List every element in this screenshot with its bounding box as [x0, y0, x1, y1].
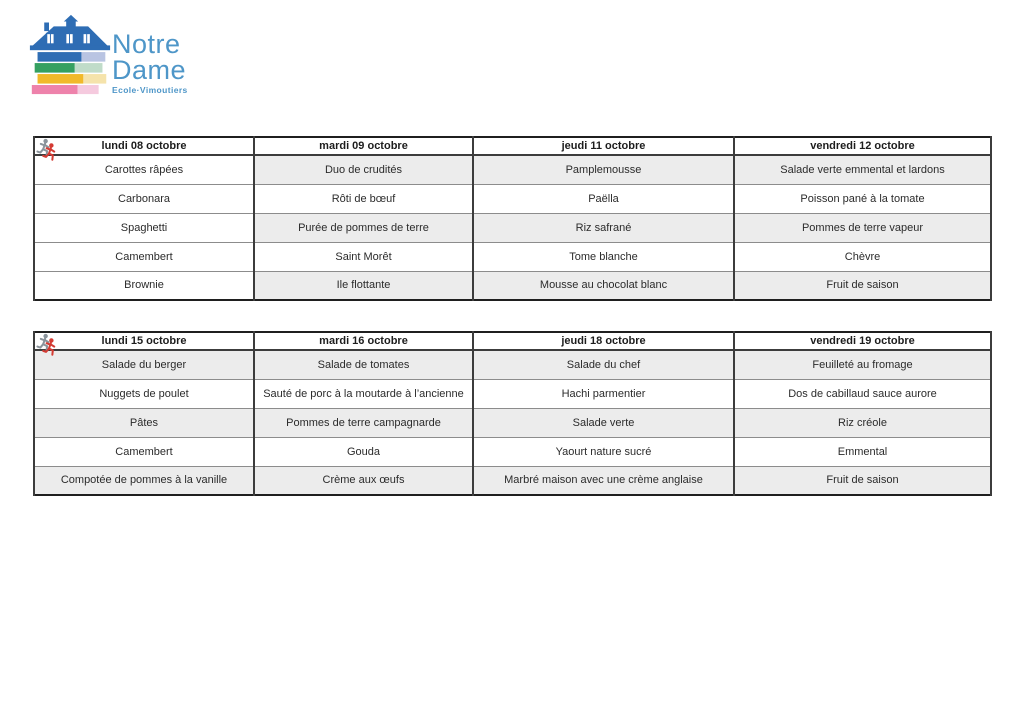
menu-cell: Compotée de pommes à la vanille [34, 466, 254, 495]
menu-cell: Chèvre [734, 242, 991, 271]
menu-cell: Ile flottante [254, 271, 473, 300]
menu-table-week-2 [33, 331, 992, 496]
menu-cell: Gouda [254, 437, 473, 466]
menu-week-2 [33, 331, 990, 496]
menu-cell: Nuggets de poulet [34, 379, 254, 408]
menu-row [34, 213, 991, 242]
logo-subtitle: Ecole·Vimoutiers [112, 85, 188, 95]
menu-cell: Marbré maison avec une crème anglaise [473, 466, 734, 495]
menu-cell: Salade verte [473, 408, 734, 437]
menu-cell: Carottes râpées [34, 155, 254, 184]
menu-cell: Emmental [734, 437, 991, 466]
menu-row [34, 408, 991, 437]
menu-cell: Mousse au chocolat blanc [473, 271, 734, 300]
menu-cell: Carbonara [34, 184, 254, 213]
menu-row [34, 379, 991, 408]
menu-table-week-1 [33, 136, 992, 301]
school-house-icon [28, 13, 112, 95]
menu-cell: Fruit de saison [734, 466, 991, 495]
menu-cell: Feuilleté au fromage [734, 350, 991, 379]
menu-cell: Pâtes [34, 408, 254, 437]
menu-cell: Saint Morêt [254, 242, 473, 271]
menu-cell: Poisson pané à la tomate [734, 184, 991, 213]
day-header: jeudi 11 octobre [473, 137, 734, 155]
runners-icon [36, 138, 61, 170]
menu-row [34, 437, 991, 466]
day-header: vendredi 12 octobre [734, 137, 991, 155]
menu-cell: Salade du chef [473, 350, 734, 379]
menu-cell: Salade du berger [34, 350, 254, 379]
menu-row [34, 184, 991, 213]
day-header: mardi 09 octobre [254, 137, 473, 155]
menu-cell: Spaghetti [34, 213, 254, 242]
menu-cell: Pommes de terre campagnarde [254, 408, 473, 437]
menu-header-row [34, 137, 991, 155]
menu-cell: Paëlla [473, 184, 734, 213]
day-header: mardi 16 octobre [254, 332, 473, 350]
school-logo [28, 13, 258, 103]
logo-stripes [32, 52, 106, 94]
menu-cell: Pommes de terre vapeur [734, 213, 991, 242]
menu-week-1 [33, 136, 990, 301]
menu-cell: Yaourt nature sucré [473, 437, 734, 466]
runners-icon [36, 333, 61, 365]
menu-cell: Duo de crudités [254, 155, 473, 184]
menu-cell: Salade verte emmental et lardons [734, 155, 991, 184]
menu-row [34, 242, 991, 271]
menu-cell: Camembert [34, 242, 254, 271]
day-header: jeudi 18 octobre [473, 332, 734, 350]
menu-cell: Rôti de bœuf [254, 184, 473, 213]
day-header: lundi 15 octobre [34, 332, 254, 350]
menu-row [34, 350, 991, 379]
day-header: vendredi 19 octobre [734, 332, 991, 350]
menu-cell: Crème aux œufs [254, 466, 473, 495]
menu-cell: Pamplemousse [473, 155, 734, 184]
menu-cell: Dos de cabillaud sauce aurore [734, 379, 991, 408]
menu-cell: Fruit de saison [734, 271, 991, 300]
day-header: lundi 08 octobre [34, 137, 254, 155]
menu-header-row [34, 332, 991, 350]
menu-cell: Tome blanche [473, 242, 734, 271]
menu-cell: Riz safrané [473, 213, 734, 242]
menu-cell: Brownie [34, 271, 254, 300]
menu-cell: Camembert [34, 437, 254, 466]
menu-row [34, 466, 991, 495]
menu-cell: Purée de pommes de terre [254, 213, 473, 242]
menu-cell: Riz créole [734, 408, 991, 437]
menu-row [34, 271, 991, 300]
menu-row [34, 155, 991, 184]
menu-cell: Salade de tomates [254, 350, 473, 379]
logo-title-line2: Dame [112, 55, 187, 85]
logo-title-line1: Notre [112, 29, 181, 59]
menu-cell: Hachi parmentier [473, 379, 734, 408]
menu-cell: Sauté de porc à la moutarde à l’ancienne [254, 379, 473, 408]
